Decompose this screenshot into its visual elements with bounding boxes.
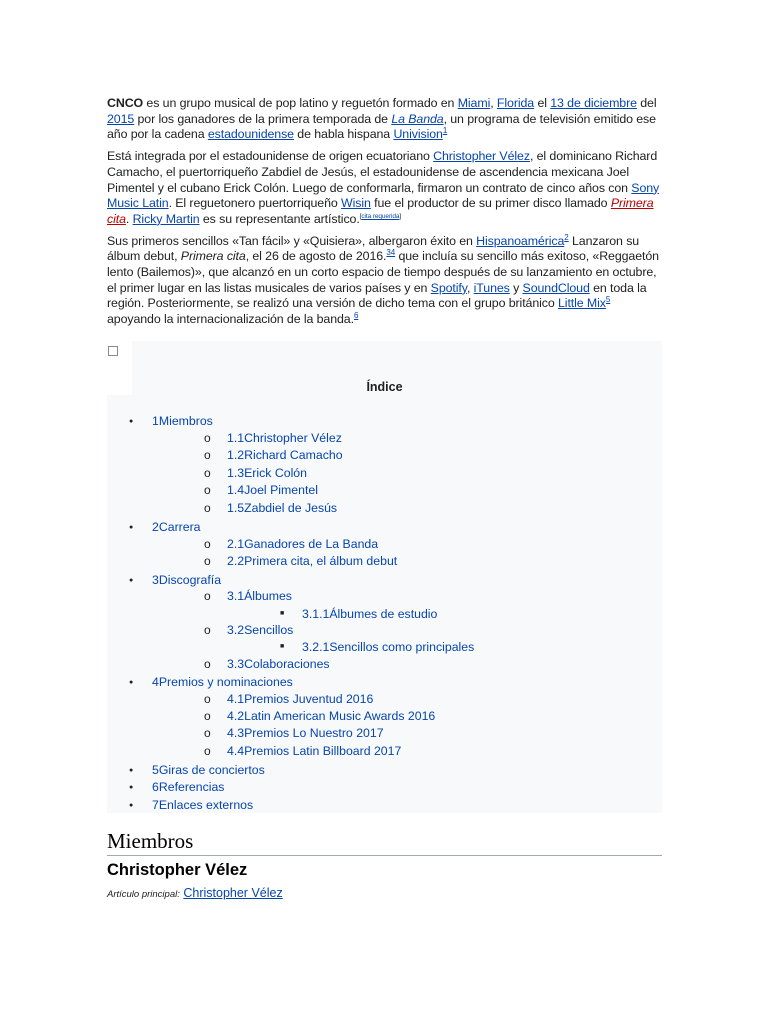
text: , el dominicano Richard Camacho, el puertorriqueño Zabdiel de Jesús, el estadounidense de ascendencia mexicana Joel Pimentel y el cubano Erick Colón. Luego de conformarla, firmaron un contrato de cinco años con [107,149,658,195]
link-wisin[interactable]: Wisin [341,196,371,211]
toc-item-2[interactable] [152,520,201,534]
toc-bullet: ● [129,524,134,531]
toc-item-1-5[interactable] [227,501,337,515]
toc-item-label: Premios Latin Billboard 2017 [244,744,402,758]
toc-bullet: o [204,589,211,603]
toc-item-3-3[interactable] [227,657,330,671]
toc-bullet: o [204,709,211,723]
intro-paragraph-1 [107,96,662,143]
toc-item-4-2[interactable] [227,709,435,723]
toc-item-1-2[interactable] [227,448,343,462]
toc-item-label: Referencias [158,780,225,794]
text: en toda la región. Posteriormente, se realizó una versión de dicho tema con el grupo británico [107,280,647,311]
toc-item-number: 2.1 [227,537,245,551]
toc-item-number: 3.2 [227,623,245,637]
toc-item-number: 7 [152,798,159,812]
text: de habla hispana [293,127,394,142]
text: es un grupo musical de pop latino y reguetón formado en [143,96,458,110]
link-estadounidense[interactable]: estadounidense [207,127,294,142]
toc-item-number: 1.3 [227,466,245,480]
toc-item-number: 3.2.1 [302,640,330,654]
link-sony-music-latin[interactable]: Sony Music Latin [107,180,660,211]
toc-item-5[interactable] [152,763,265,777]
album-title: Primera cita [107,196,654,226]
toc-bullet: o [204,623,211,637]
toc-item-1-1[interactable] [227,431,342,445]
text: , un programa de televisión emitido ese año por la cadena [107,111,656,142]
toc-item-number: 4.4 [227,744,245,758]
intro-paragraph-2: Está integrada por el estadounidense de origen ecuatoriano Christopher Vélez, el dominicano Richard Camacho, el puertorriqueño Zabdiel de Jesús, el estadounidense de ascendencia mexicana Joel Pimentel y el cubano Erick Colón. Luego de conformarla, firmaron un contrato de cinco años con Sony Music Latin. El reguetonero puertorriqueño Wisin fue el productor de su primer disco llamado Primera cita. Ricky Martin es su representante artístico.[cita requerida] [107,149,660,226]
toc-item-3-1[interactable] [227,589,292,603]
text: es su representante artístico. [199,211,360,226]
text: y [509,280,523,295]
link-florida[interactable]: Florida [496,96,535,110]
link-christopher-velez[interactable]: Christopher Vélez [433,149,530,164]
text: , [490,96,497,110]
toc-item-label: Joel Pimentel [244,483,318,497]
toc-item-label: Ganadores de La Banda [244,537,379,551]
toc-bullet: o [204,431,211,445]
toc-bullet: o [204,483,211,497]
link-little-mix[interactable]: Little Mix [558,296,606,311]
toc-item-7[interactable] [152,798,253,812]
hatnote-link-christopher-velez[interactable]: Christopher Vélez [183,886,283,900]
toc-item-label: Christopher Vélez [244,431,342,445]
toc-item-label: Discografía [158,573,222,587]
toc-item-3-2-1[interactable] [302,640,474,654]
section-heading-miembros: Miembros [107,828,662,856]
link-itunes[interactable]: iTunes [473,280,510,295]
reference-2[interactable]: 2 [564,232,569,242]
toc-item-label: Álbumes de estudio [329,607,438,621]
toc-item-label: Miembros [158,414,213,428]
toc-item-label: Enlaces externos [158,798,254,812]
toc-item-3-2[interactable] [227,623,293,637]
subsection-heading-christopher-velez: Christopher Vélez [107,861,248,879]
toc-bullet: o [204,692,211,706]
toc-bullet: ■ [280,643,285,650]
toc-bullet: o [204,448,211,462]
toc-item-label: Giras de conciertos [158,763,265,777]
toc-item-1-3[interactable] [227,466,307,480]
toc-bullet: o [204,726,211,740]
link-date[interactable]: 13 de diciembre [550,96,637,110]
article-body [107,96,662,334]
reference-6[interactable]: 6 [353,311,359,321]
toc-item-4-3[interactable] [227,726,384,740]
toc-item-4-1[interactable] [227,692,373,706]
toc-title: Índice [366,380,403,394]
toc-item-label: Carrera [158,520,201,534]
toc-bullet: ● [129,577,134,584]
toc-item-number: 1.2 [227,448,245,462]
toc-item-6[interactable] [152,780,224,794]
text: . El reguetonero puertorriqueño [168,196,342,211]
toc-item-number: 6 [152,780,159,794]
toc-item-label: Richard Camacho [244,448,343,462]
link-miami[interactable]: Miami [457,96,491,110]
link-ricky-martin[interactable]: Ricky Martin [132,211,200,226]
toc-item-number: 1 [152,414,159,428]
toc-toggle-checkbox[interactable] [108,346,118,356]
toc-item-number: 3.1 [227,589,245,603]
text: , el 26 de agosto de 2016. [245,249,387,264]
toc-item-4-4[interactable] [227,744,401,758]
text: , [466,280,474,295]
toc-bullet: o [204,554,211,568]
toc-item-label: Primera cita, el álbum debut [244,554,398,568]
toc-bullet: o [204,466,211,480]
text: del [636,96,657,110]
album-title: Primera cita [180,249,246,264]
text: apoyando la internacionalización de la banda. [107,312,354,327]
toc-item-3[interactable] [152,573,221,587]
link-year[interactable]: 2015 [107,111,135,126]
toc-item-number: 1.4 [227,483,245,497]
citation-needed[interactable]: cita requerida [361,212,400,220]
text: Está integrada por el estadounidense de origen ecuatoriano [107,149,434,164]
toc-bullet: ● [129,784,134,791]
toc-item-label: Erick Colón [244,466,307,480]
toc-item-number: 3.1.1 [302,607,330,621]
link-hispanoamerica[interactable]: Hispanoamérica [476,233,565,248]
band-name: CNCO [107,96,144,110]
toc-item-1-4[interactable] [227,483,318,497]
toc-item-2-1[interactable] [227,537,378,551]
toc-item-number: 4 [152,675,159,689]
toc-item-label: Premios Lo Nuestro 2017 [244,726,384,740]
toc-bullet: o [204,657,211,671]
link-spotify[interactable]: Spotify [430,280,467,295]
toc-item-label: Álbumes [244,589,292,603]
text: el [534,96,551,110]
intro-paragraph-3 [107,234,662,328]
toc-bullet: ● [129,802,134,809]
toc-bullet: o [204,501,211,515]
text: fue el productor de su primer disco llamado [370,196,611,211]
toc-bullet: ● [129,767,134,774]
toc-item-label: Premios Juventud 2016 [244,692,374,706]
text: Sus primeros sencillos «Tan fácil» y «Quisiera», albergaron éxito en [107,233,477,248]
toc-item-number: 5 [152,763,159,777]
table-of-contents [107,341,662,813]
toc-item-number: 4.3 [227,726,245,740]
show-title: La Banda [391,111,444,126]
toc-item-3-1-1[interactable] [302,607,437,621]
toc-bullet: o [204,744,211,758]
toc-item-number: 4.1 [227,692,245,706]
hatnote-label: Artículo principal: [107,889,180,900]
hatnote [107,885,283,903]
toc-item-number: 3.3 [227,657,245,671]
toc-item-number: 1.5 [227,501,245,515]
link-soundcloud[interactable]: SoundCloud [522,280,590,295]
toc-item-label: Latin American Music Awards 2016 [244,709,436,723]
reference-3-4[interactable]: 34 [386,248,396,258]
toc-item-number: 4.2 [227,709,245,723]
link-univision[interactable]: Univision [393,127,443,142]
text: Lanzaron su álbum debut, [107,233,640,264]
toc-item-number: 2 [152,520,159,534]
toc-item-label: Sencillos [244,623,294,637]
toc-bullet: ● [129,418,134,425]
toc-item-number: 1.1 [227,431,245,445]
toc-bullet: ● [129,679,134,686]
toc-bullet: o [204,537,211,551]
toc-item-1[interactable] [152,414,213,428]
text: . [125,211,133,226]
reference-5[interactable]: 5 [605,295,611,305]
toc-item-2-2[interactable] [227,554,397,568]
toc-item-label: Sencillos como principales [329,640,475,654]
toc-item-label: Premios y nominaciones [158,675,293,689]
toc-item-number: 2.2 [227,554,245,568]
text: por los ganadores de la primera temporada de [134,111,392,126]
toc-item-label: Colaboraciones [244,657,330,671]
link-la-banda[interactable] [391,112,443,126]
toc-bullet: ■ [280,610,285,617]
reference-1[interactable]: 1 [442,126,448,136]
toc-item-4[interactable] [152,675,293,689]
toc-item-label: Zabdiel de Jesús [244,501,338,515]
toc-item-number: 3 [152,573,159,587]
text: que incluía su sencillo más exitoso, «Reggaetón lento (Bailemos)», que alcanzó en un corto espacio de tiempo después de su lanzamiento en octubre, el primer lugar en las listas musicales de varios países y en [107,249,659,295]
